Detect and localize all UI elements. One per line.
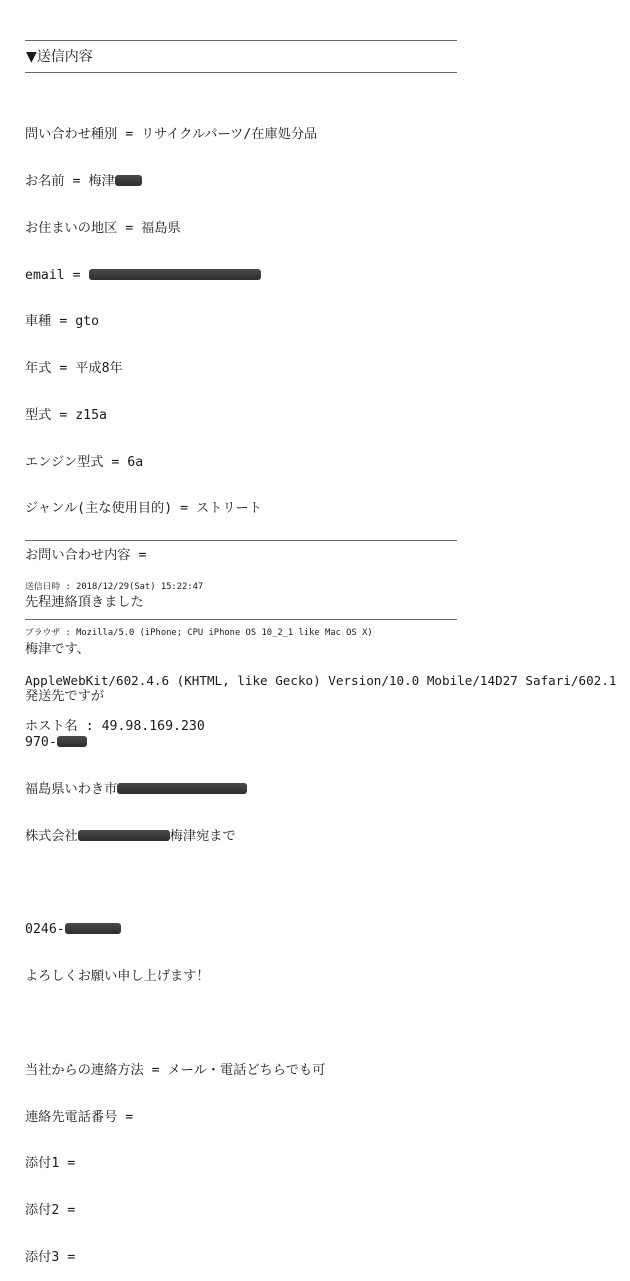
address-prefix: 福島県いわき市 <box>25 782 118 798</box>
message-line-3: 発送先ですが <box>25 688 105 704</box>
send-info <box>25 549 616 749</box>
area-line: お住まいの地区 = 福島県 <box>25 220 181 236</box>
attachment-2-line: 添付2 = <box>25 1203 76 1219</box>
message-line-2: 梅津です、 <box>25 641 90 657</box>
inquiry-type-line: 問い合わせ種別 = リサイクルパーツ/在庫処分品 <box>25 127 318 143</box>
redacted-name <box>115 175 142 186</box>
postal-code-prefix: 970- <box>25 735 57 751</box>
genre-line: ジャンル(主な使用目的) = ストリート <box>25 501 262 517</box>
sent-at-line: 送信日時 : 2018/12/29(Sat) 15:22:47 <box>25 582 204 593</box>
redacted-phone <box>65 923 121 934</box>
company-suffix: 梅津宛まで <box>169 828 236 844</box>
email-line <box>25 268 325 284</box>
message-line-1: 先程連絡頂きました <box>25 595 144 610</box>
phone-prefix: 0246- <box>25 922 65 938</box>
heading-rule <box>25 72 457 73</box>
section-heading: ▼送信内容 <box>26 49 93 65</box>
company-prefix: 株式会社 <box>25 828 78 844</box>
top-rule <box>25 40 457 41</box>
phone-line <box>25 922 325 938</box>
blank-line <box>25 1016 325 1032</box>
engine-type-line: エンジン型式 = 6a <box>25 454 144 470</box>
company-line <box>25 829 325 845</box>
browser-line-2: AppleWebKit/602.4.6 (KHTML, like Gecko) Version/10.0 Mobile/14D27 Safari/602.1 <box>25 672 617 688</box>
footer-bottom-rule <box>25 619 457 620</box>
name-label: お名前 = 梅津 <box>25 173 115 189</box>
address-line <box>25 782 325 798</box>
attachment-3-line: 添付3 = <box>25 1249 76 1265</box>
footer-top-rule <box>25 540 457 541</box>
inquiry-label-line: お問い合わせ内容 = <box>25 548 147 564</box>
type-code-line: 型式 = z15a <box>25 407 107 423</box>
contact-phone-line: 連絡先電話番号 = <box>25 1109 134 1125</box>
name-line <box>25 174 325 190</box>
blank-line <box>25 876 325 892</box>
redacted-email <box>89 269 261 280</box>
model-year-line: 年式 = 平成8年 <box>25 361 123 377</box>
redacted-address <box>117 783 247 794</box>
redacted-company <box>78 830 170 841</box>
closing-line: よろしくお願い申し上げます！ <box>25 969 210 985</box>
car-model-line: 車種 = gto <box>25 314 100 330</box>
contact-method-line: 当社からの連絡方法 = メール・電話どちらでも可 <box>25 1062 326 1078</box>
attachment-1-line: 添付1 = <box>25 1156 76 1172</box>
browser-line-1: ブラウザ : Mozilla/5.0 (iPhone; CPU iPhone OS 10_2_1 like Mac OS X) <box>25 628 373 639</box>
email-label: email = <box>25 267 89 283</box>
host-name-line: ホスト名 : 49.98.169.230 <box>25 718 205 734</box>
